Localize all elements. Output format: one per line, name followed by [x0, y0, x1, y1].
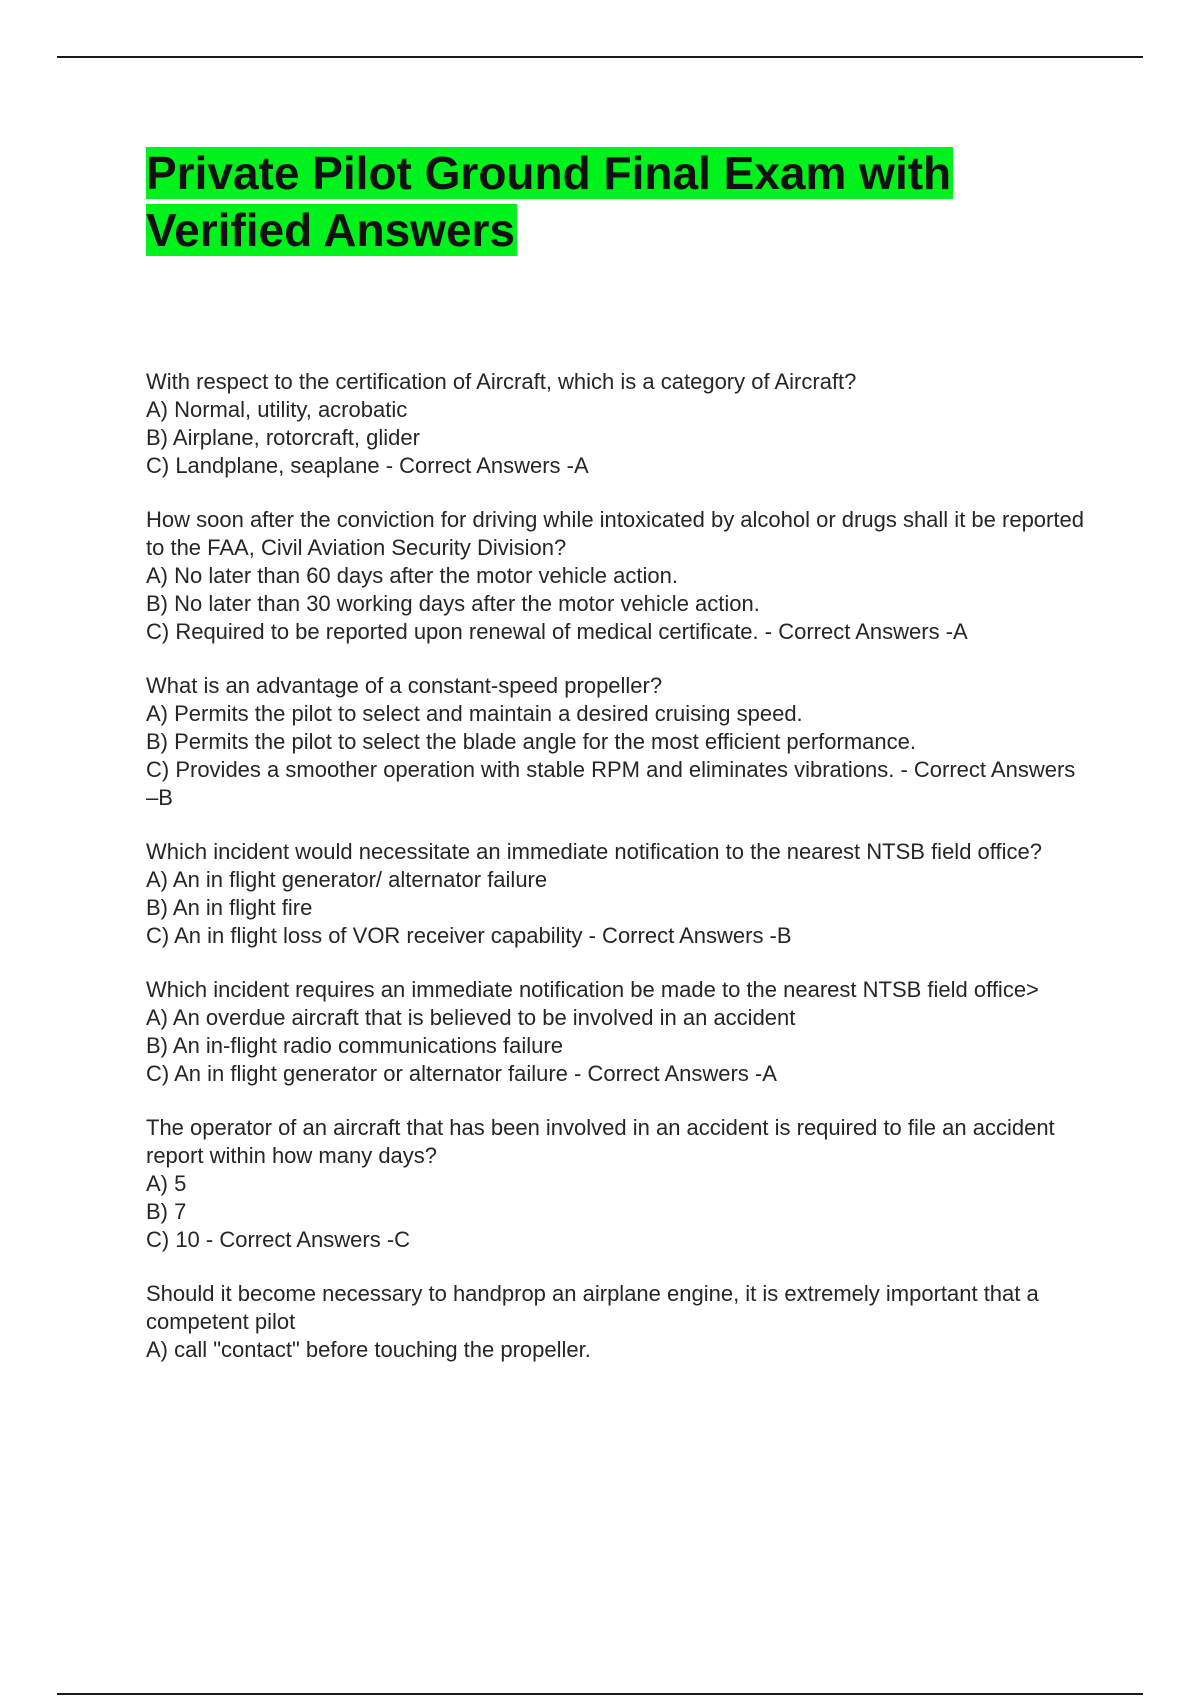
answer-option: C) An in flight loss of VOR receiver capability - Correct Answers -B	[146, 923, 792, 948]
answer-option: C) Landplane, seaplane - Correct Answers -A	[146, 453, 589, 478]
title-highlight: Private Pilot Ground Final Exam with Verified Answers	[146, 147, 952, 256]
answer-option: B) No later than 30 working days after the motor vehicle action.	[146, 591, 760, 616]
answer-option: B) An in-flight radio communications failure	[146, 1033, 563, 1058]
question-item	[146, 838, 1086, 950]
answer-option: C) Required to be reported upon renewal of medical certificate. - Correct Answers -A	[146, 619, 968, 644]
answer-option: B) Airplane, rotorcraft, glider	[146, 425, 420, 450]
question-list	[146, 368, 1086, 1390]
answer-option: A) Normal, utility, acrobatic	[146, 397, 408, 422]
question-text: The operator of an aircraft that has been involved in an accident is required to file an accident report within how many days?	[146, 1115, 1055, 1168]
answer-option: C) An in flight generator or alternator failure - Correct Answers -A	[146, 1061, 777, 1086]
question-item	[146, 1114, 1086, 1254]
answer-option: C) 10 - Correct Answers -C	[146, 1227, 411, 1252]
bottom-rule	[57, 1693, 1143, 1695]
answer-option: A) No later than 60 days after the motor vehicle action.	[146, 563, 678, 588]
question-text: Should it become necessary to handprop an airplane engine, it is extremely important that a competent pilot	[146, 1281, 1039, 1334]
top-rule	[57, 56, 1143, 58]
document-title	[146, 145, 1046, 259]
answer-option: C) Provides a smoother operation with stable RPM and eliminates vibrations. - Correct Answers –B	[146, 757, 1076, 810]
answer-option: B) Permits the pilot to select the blade angle for the most efficient performance.	[146, 729, 916, 754]
question-item	[146, 672, 1086, 812]
answer-option: A) call "contact" before touching the propeller.	[146, 1337, 591, 1362]
answer-option: A) An overdue aircraft that is believed to be involved in an accident	[146, 1005, 796, 1030]
question-item	[146, 368, 1086, 480]
question-text: Which incident requires an immediate notification be made to the nearest NTSB field office>	[146, 977, 1039, 1002]
answer-option: B) 7	[146, 1199, 187, 1224]
question-item	[146, 976, 1086, 1088]
question-text: How soon after the conviction for driving while intoxicated by alcohol or drugs shall it be reported to the FAA, Civil Aviation Security Division?	[146, 507, 1084, 560]
answer-option: A) 5	[146, 1171, 187, 1196]
answer-option: A) An in flight generator/ alternator failure	[146, 867, 548, 892]
answer-option: A) Permits the pilot to select and maintain a desired cruising speed.	[146, 701, 803, 726]
question-text: With respect to the certification of Aircraft, which is a category of Aircraft?	[146, 369, 857, 394]
question-item	[146, 506, 1086, 646]
question-text: What is an advantage of a constant-speed propeller?	[146, 673, 663, 698]
question-item	[146, 1280, 1086, 1364]
question-text: Which incident would necessitate an immediate notification to the nearest NTSB field office?	[146, 839, 1042, 864]
answer-option: B) An in flight fire	[146, 895, 313, 920]
